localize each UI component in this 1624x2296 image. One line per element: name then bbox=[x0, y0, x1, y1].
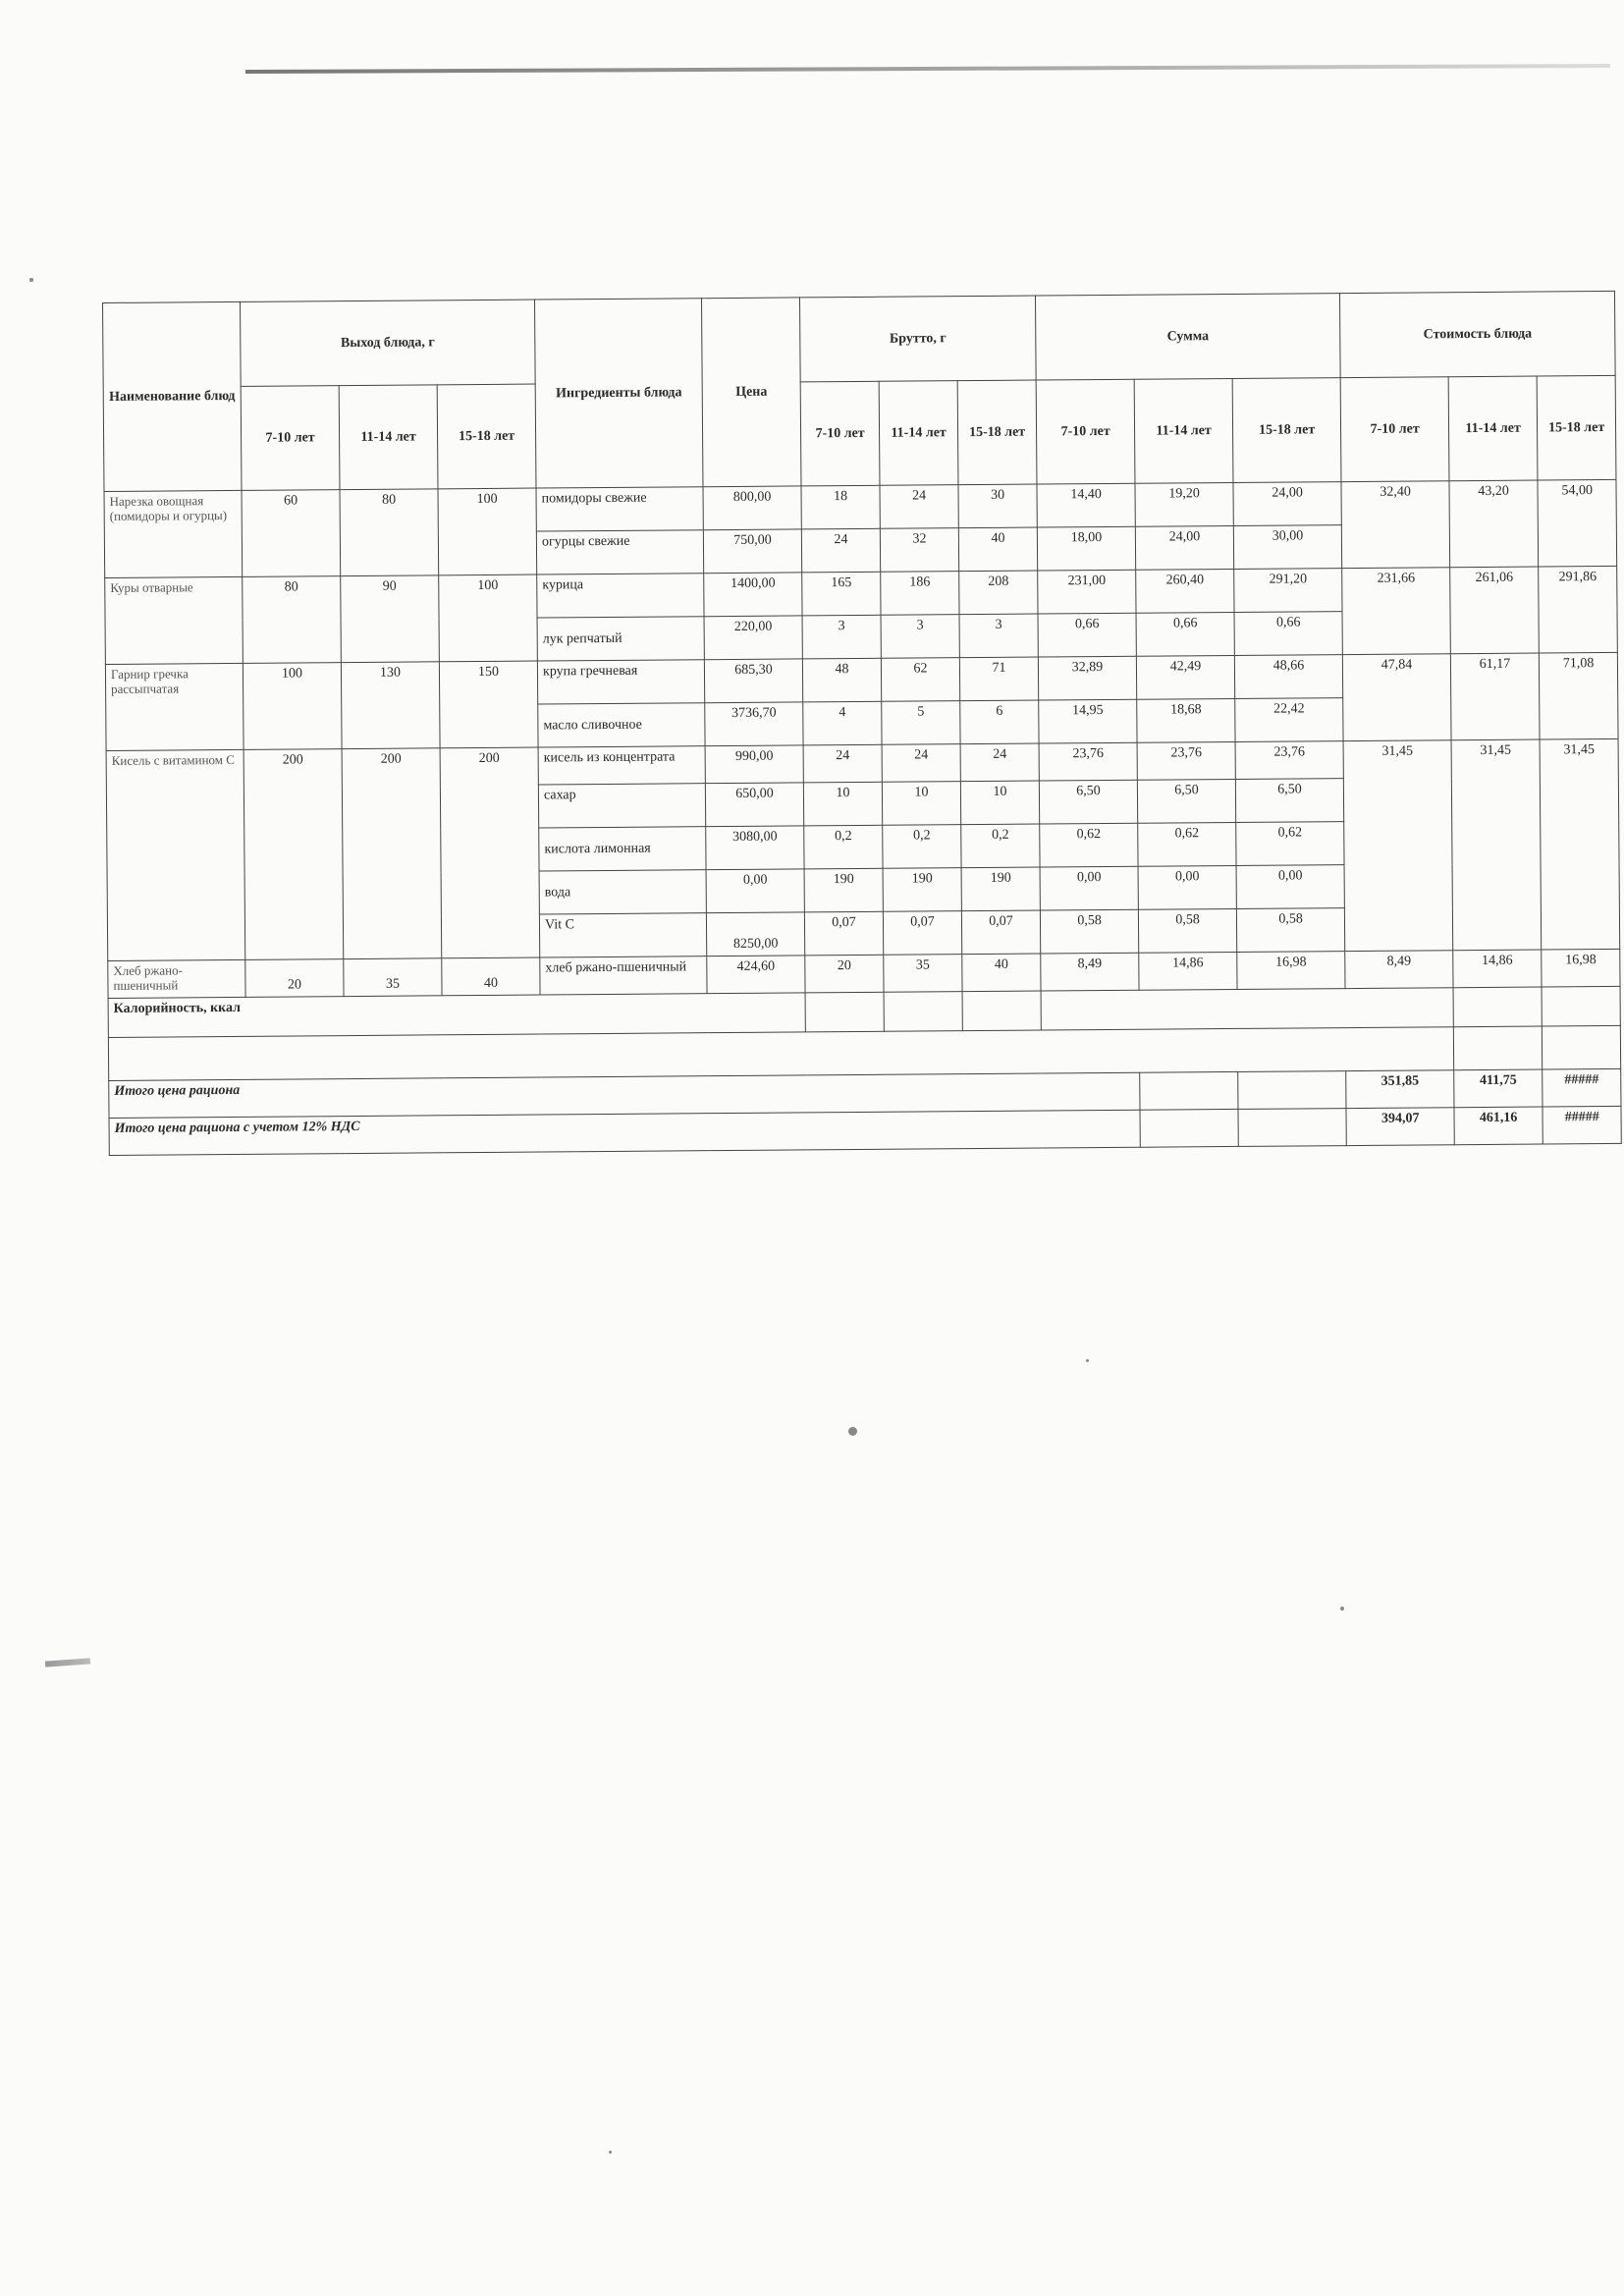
scan-speck bbox=[1086, 1359, 1089, 1362]
brutto-value: 0,07 bbox=[961, 910, 1040, 955]
sum-value: 42,49 bbox=[1136, 655, 1234, 699]
brutto-value: 190 bbox=[961, 867, 1040, 911]
sum-value: 8,49 bbox=[1041, 953, 1139, 991]
sum-value: 23,76 bbox=[1137, 741, 1235, 780]
sum-value: 16,98 bbox=[1237, 952, 1345, 990]
ingredient-name: кислота лимонная bbox=[539, 827, 706, 871]
brutto-value: 5 bbox=[882, 701, 960, 745]
brutto-value: 10 bbox=[803, 782, 882, 826]
sum-value: 14,95 bbox=[1039, 699, 1137, 743]
header-brutto: Брутто, г bbox=[800, 296, 1037, 382]
empty-cell bbox=[884, 992, 962, 1032]
brutto-value: 0,2 bbox=[961, 824, 1040, 868]
total-vat-value: ##### bbox=[1543, 1106, 1621, 1144]
sum-value: 24,00 bbox=[1233, 482, 1341, 526]
ingredient-price: 990,00 bbox=[705, 745, 803, 784]
ingredient-price: 3080,00 bbox=[706, 826, 804, 870]
ingredient-name: крупа гречневая bbox=[537, 660, 704, 704]
sum-value: 0,58 bbox=[1040, 909, 1138, 954]
empty-cell bbox=[1041, 988, 1453, 1030]
sum-value: 0,58 bbox=[1236, 908, 1344, 953]
empty-cell bbox=[1140, 1109, 1238, 1147]
ingredient-name: лук репчатый bbox=[537, 617, 704, 661]
output-value: 150 bbox=[439, 661, 538, 748]
sum-value: 19,20 bbox=[1135, 482, 1233, 526]
cost-value: 31,45 bbox=[1343, 740, 1453, 952]
sum-value: 260,40 bbox=[1136, 569, 1234, 613]
sum-value: 23,76 bbox=[1235, 741, 1343, 780]
cost-value: 16,98 bbox=[1542, 949, 1620, 987]
brutto-value: 24 bbox=[880, 485, 958, 529]
brutto-value: 10 bbox=[882, 782, 960, 826]
brutto-value: 30 bbox=[958, 484, 1037, 528]
brutto-value: 0,2 bbox=[883, 825, 961, 869]
sum-value: 14,86 bbox=[1139, 952, 1237, 990]
brutto-value: 0,07 bbox=[804, 911, 883, 956]
header-output: Выход блюда, г bbox=[240, 300, 535, 386]
output-value: 200 bbox=[440, 747, 540, 958]
sum-value: 24,00 bbox=[1135, 525, 1233, 570]
empty-cell bbox=[805, 992, 884, 1032]
age-header: 7-10 лет bbox=[1340, 377, 1449, 482]
brutto-value: 10 bbox=[960, 781, 1039, 825]
brutto-value: 6 bbox=[960, 700, 1039, 744]
sum-value: 6,50 bbox=[1235, 779, 1343, 823]
cost-value: 231,66 bbox=[1342, 568, 1451, 655]
brutto-value: 40 bbox=[958, 527, 1037, 572]
output-value: 40 bbox=[442, 957, 540, 996]
ingredient-name: масло сливочное bbox=[538, 703, 705, 747]
age-header: 7-10 лет bbox=[1036, 379, 1135, 484]
ingredient-price: 800,00 bbox=[703, 486, 801, 530]
brutto-value: 48 bbox=[802, 658, 881, 702]
output-value: 90 bbox=[341, 575, 440, 663]
cost-value: 31,45 bbox=[1540, 738, 1620, 950]
sum-value: 231,00 bbox=[1038, 570, 1136, 614]
sum-value: 0,00 bbox=[1236, 865, 1344, 909]
output-value: 100 bbox=[438, 488, 537, 575]
cost-value: 43,20 bbox=[1449, 480, 1539, 568]
empty-cell bbox=[1238, 1109, 1346, 1147]
sum-value: 0,00 bbox=[1138, 865, 1236, 909]
sum-value: 30,00 bbox=[1233, 525, 1341, 570]
ingredient-name: вода bbox=[539, 870, 706, 914]
header-dish-name: Наименование блюд bbox=[103, 301, 243, 491]
cost-value: 14,86 bbox=[1453, 950, 1542, 988]
ingredient-name: курица bbox=[537, 574, 704, 618]
ingredient-price: 424,60 bbox=[707, 956, 805, 994]
output-value: 100 bbox=[439, 574, 538, 662]
cost-value: 32,40 bbox=[1341, 481, 1450, 569]
cost-value: 61,17 bbox=[1450, 653, 1540, 740]
dish-name: Кисель с витамином С bbox=[106, 749, 245, 960]
ingredient-name: хлеб ржано-пшеничный bbox=[540, 957, 707, 995]
ingredient-price: 1400,00 bbox=[704, 573, 802, 617]
sum-value: 0,58 bbox=[1138, 908, 1236, 953]
brutto-value: 35 bbox=[884, 955, 962, 993]
empty-cell bbox=[1238, 1071, 1346, 1110]
sum-value: 0,00 bbox=[1040, 866, 1138, 910]
sum-value: 291,20 bbox=[1234, 569, 1342, 613]
cost-value: 261,06 bbox=[1450, 567, 1540, 654]
sum-value: 18,00 bbox=[1037, 526, 1135, 571]
ingredient-price: 650,00 bbox=[705, 783, 803, 827]
age-header: 7-10 лет bbox=[800, 381, 880, 486]
ingredient-price: 685,30 bbox=[704, 659, 802, 703]
cost-value: 31,45 bbox=[1451, 739, 1542, 951]
cost-value: 54,00 bbox=[1538, 479, 1617, 567]
sum-value: 18,68 bbox=[1137, 698, 1235, 742]
output-value: 200 bbox=[244, 749, 344, 960]
output-value: 80 bbox=[243, 576, 342, 664]
sum-value: 23,76 bbox=[1039, 742, 1137, 781]
age-header: 15-18 лет bbox=[437, 384, 536, 489]
brutto-value: 18 bbox=[801, 485, 880, 529]
sum-value: 0,66 bbox=[1136, 612, 1234, 656]
empty-cell bbox=[962, 991, 1041, 1031]
header-row-1 bbox=[103, 291, 1616, 387]
ration-table bbox=[102, 291, 1622, 1156]
empty-cell bbox=[1542, 1025, 1620, 1069]
brutto-value: 0,2 bbox=[804, 825, 883, 869]
sum-value: 14,40 bbox=[1037, 483, 1135, 527]
brutto-value: 165 bbox=[802, 572, 881, 616]
total-value: ##### bbox=[1543, 1068, 1621, 1107]
scan-speck bbox=[848, 1427, 857, 1436]
scan-speck bbox=[609, 2151, 612, 2154]
sum-value: 22,42 bbox=[1235, 698, 1343, 742]
document-sheet bbox=[102, 291, 1621, 1175]
age-header: 11-14 лет bbox=[1134, 378, 1233, 483]
empty-cell bbox=[1453, 1026, 1542, 1070]
scan-edge-line bbox=[245, 64, 1610, 74]
scan-mark bbox=[45, 1658, 90, 1667]
ingredient-name: помидоры свежие bbox=[536, 487, 703, 531]
empty-cell bbox=[1542, 986, 1620, 1026]
brutto-value: 3 bbox=[802, 615, 881, 659]
ingredient-name: кисель из концентрата bbox=[538, 746, 705, 785]
age-header: 11-14 лет bbox=[1448, 376, 1538, 481]
brutto-value: 3 bbox=[959, 614, 1038, 658]
cost-value: 291,86 bbox=[1539, 566, 1618, 653]
age-header: 15-18 лет bbox=[957, 380, 1037, 485]
output-value: 100 bbox=[243, 663, 342, 750]
ingredient-name: огурцы свежие bbox=[536, 530, 703, 574]
brutto-value: 20 bbox=[805, 955, 884, 993]
brutto-value: 24 bbox=[882, 744, 960, 783]
header-sum: Сумма bbox=[1036, 294, 1341, 380]
empty-cell bbox=[1453, 987, 1542, 1027]
brutto-value: 62 bbox=[881, 658, 959, 702]
sum-value: 0,62 bbox=[1040, 823, 1138, 867]
dish-name: Нарезка овощная (помидоры и огурцы) bbox=[104, 490, 243, 577]
brutto-value: 208 bbox=[959, 571, 1038, 615]
total-value: 351,85 bbox=[1346, 1070, 1454, 1109]
sum-value: 6,50 bbox=[1137, 779, 1235, 823]
brutto-value: 3 bbox=[881, 615, 959, 659]
dish-name: Хлеб ржано-пшеничный bbox=[108, 959, 245, 998]
total-label: Итого цена рациона bbox=[109, 1072, 1140, 1118]
brutto-value: 40 bbox=[962, 954, 1041, 992]
header-price: Цена bbox=[702, 298, 802, 487]
total-vat-value: 461,16 bbox=[1454, 1107, 1543, 1145]
age-header: 15-18 лет bbox=[1537, 375, 1616, 480]
brutto-value: 186 bbox=[881, 572, 959, 616]
scan-speck bbox=[29, 278, 33, 282]
brutto-value: 24 bbox=[803, 744, 882, 783]
dish-name: Гарнир гречка рассыпчатая bbox=[105, 663, 244, 750]
age-header: 11-14 лет bbox=[339, 385, 438, 490]
header-row-2 bbox=[103, 375, 1616, 491]
output-value: 130 bbox=[341, 662, 440, 749]
sum-value: 0,62 bbox=[1138, 822, 1236, 866]
sum-value: 0,66 bbox=[1234, 612, 1342, 656]
total-vat-value: 394,07 bbox=[1346, 1108, 1454, 1146]
age-header: 7-10 лет bbox=[241, 386, 340, 491]
output-value: 35 bbox=[344, 958, 442, 997]
total-value: 411,75 bbox=[1454, 1069, 1543, 1108]
sum-value: 0,62 bbox=[1236, 822, 1344, 866]
sum-value: 0,66 bbox=[1038, 613, 1136, 657]
scan-speck bbox=[1340, 1607, 1344, 1611]
cost-value: 47,84 bbox=[1342, 654, 1451, 741]
brutto-value: 24 bbox=[801, 528, 880, 573]
brutto-value: 4 bbox=[803, 701, 882, 745]
brutto-value: 24 bbox=[960, 743, 1039, 782]
calories-label: Калорийность, ккал bbox=[108, 993, 805, 1038]
brutto-value: 0,07 bbox=[883, 911, 961, 956]
cost-value: 71,08 bbox=[1539, 652, 1618, 739]
output-value: 60 bbox=[242, 490, 341, 577]
total-vat-label: Итого цена рациона с учетом 12% НДС bbox=[109, 1110, 1140, 1155]
age-header: 15-18 лет bbox=[1232, 378, 1341, 483]
header-cost: Стоимость блюда bbox=[1340, 291, 1616, 377]
dish-name: Куры отварные bbox=[105, 576, 244, 664]
output-value: 200 bbox=[342, 748, 442, 959]
brutto-value: 190 bbox=[804, 868, 883, 912]
ingredient-name: Vit C bbox=[539, 913, 706, 957]
brutto-value: 32 bbox=[880, 528, 958, 573]
ingredient-name: сахар bbox=[538, 784, 705, 828]
brutto-value: 71 bbox=[959, 657, 1038, 701]
sum-value: 32,89 bbox=[1038, 656, 1136, 700]
ingredient-price: 8250,00 bbox=[706, 912, 804, 957]
ingredient-price: 3736,70 bbox=[705, 702, 803, 746]
header-ingredients: Ингредиенты блюда bbox=[535, 299, 704, 488]
output-value: 80 bbox=[340, 489, 439, 576]
output-value: 20 bbox=[245, 959, 344, 998]
sum-value: 6,50 bbox=[1039, 780, 1137, 824]
empty-cell bbox=[1140, 1071, 1238, 1110]
cost-value: 8,49 bbox=[1345, 951, 1453, 989]
ingredient-price: 220,00 bbox=[704, 616, 802, 660]
ingredient-price: 750,00 bbox=[703, 529, 801, 574]
brutto-value: 190 bbox=[883, 868, 961, 912]
age-header: 11-14 лет bbox=[879, 381, 958, 486]
ingredient-price: 0,00 bbox=[706, 869, 804, 913]
sum-value: 48,66 bbox=[1234, 655, 1342, 699]
